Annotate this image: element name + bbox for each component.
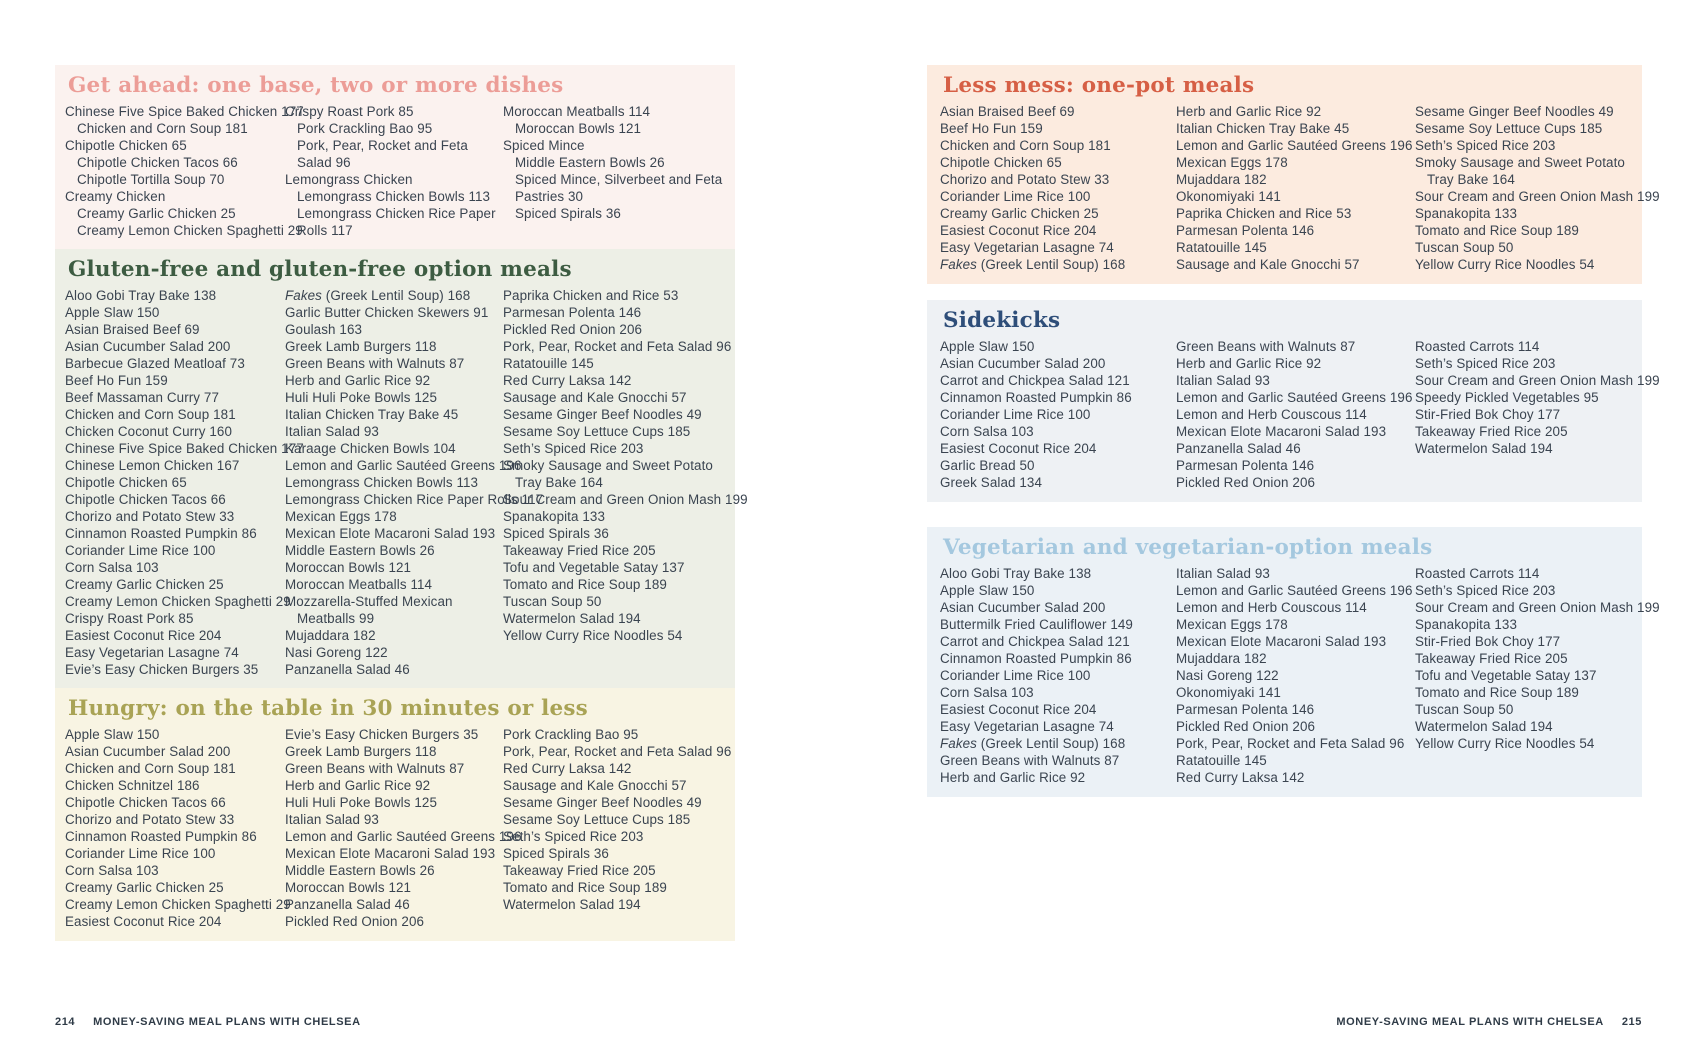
recipe-entry: Sour Cream and Green Onion Mash 199 [503,492,748,507]
recipe-entry: Pork Crackling Bao 95 [297,121,433,136]
recipe-entry: Corn Salsa 103 [65,863,159,878]
recipe-entry: Mexican Eggs 178 [285,509,397,524]
recipe-column [940,338,1176,491]
recipe-entry: Herb and Garlic Rice 92 [285,373,431,388]
recipe-entry: Green Beans with Walnuts 87 [285,356,465,371]
recipe-entry: Pork, Pear, Rocket and Feta Salad 96 [503,339,732,354]
recipe-entry: Mujaddara 182 [285,628,376,643]
page-number: 214 [55,1016,76,1028]
recipe-entry: Garlic Bread 50 [940,458,1035,473]
recipe-entry: Middle Eastern Bowls 26 [285,863,435,878]
recipe-entry: Tuscan Soup 50 [1415,240,1514,255]
recipe-entry: Lemon and Garlic Sautéed Greens 196 [1176,390,1413,405]
recipe-entry: Pickled Red Onion 206 [1176,719,1316,734]
recipe-entry: Cinnamon Roasted Pumpkin 86 [940,651,1132,666]
recipe-entry: Sausage and Kale Gnocchi 57 [503,778,687,793]
footer-right [1336,1016,1642,1028]
recipe-column [940,103,1176,273]
recipe-entry: Asian Cucumber Salad 200 [940,356,1106,371]
recipe-entry: Pork, Pear, Rocket and Feta Salad 96 [1176,736,1405,751]
recipe-entry: Italian Salad 93 [285,424,379,439]
recipe-column [65,726,291,930]
recipe-entry: Takeaway Fried Rice 205 [503,863,656,878]
recipe-entry: Parmesan Polenta 146 [503,305,642,320]
recipe-entry: Yellow Curry Rice Noodles 54 [1415,736,1595,751]
recipe-entry: Cinnamon Roasted Pumpkin 86 [65,526,257,541]
recipe-entry: Roasted Carrots 114 [1415,566,1540,581]
recipe-entry: Aloo Gobi Tray Bake 138 [65,288,217,303]
recipe-entry: Okonomiyaki 141 [1176,189,1281,204]
recipe-column [503,726,731,930]
recipe-entry: Mexican Elote Macaroni Salad 193 [1176,634,1387,649]
recipe-entry: Tray Bake 164 [1427,172,1515,187]
recipe-entry: Sesame Ginger Beef Noodles 49 [503,407,702,422]
recipe-entry: Chorizo and Potato Stew 33 [65,812,235,827]
recipe-entry: Mozzarella-Stuffed Mexican [285,594,453,609]
recipe-entry: Sausage and Kale Gnocchi 57 [503,390,687,405]
recipe-entry: Spiced Spirals 36 [515,206,621,221]
recipe-column [940,565,1176,786]
recipe-entry: Tray Bake 164 [515,475,603,490]
section-get-ahead [55,65,735,250]
recipe-entry: Asian Cucumber Salad 200 [940,600,1106,615]
recipe-entry: Easiest Coconut Rice 204 [940,223,1097,238]
recipe-entry: Seth’s Spiced Rice 203 [503,829,644,844]
recipe-entry: Creamy Lemon Chicken Spaghetti 29 [77,223,303,238]
recipe-entry: Easiest Coconut Rice 204 [65,914,222,929]
recipe-entry: Apple Slaw 150 [940,583,1035,598]
recipe-entry: Huli Huli Poke Bowls 125 [285,795,437,810]
recipe-columns [940,103,1660,273]
recipe-entry: Crispy Roast Pork 85 [285,104,414,119]
recipe-entry: Chipotle Chicken 65 [65,475,187,490]
recipe-entry: Takeaway Fried Rice 205 [1415,424,1568,439]
recipe-column [1415,565,1660,786]
footer-left [55,1016,361,1028]
recipe-entry: Easy Vegetarian Lasagne 74 [940,240,1114,255]
recipe-entry: Mujaddara 182 [1176,651,1267,666]
recipe-entry: Mexican Elote Macaroni Salad 193 [285,846,496,861]
recipe-column [285,726,522,930]
book-title-footer: MONEY-SAVING MEAL PLANS WITH CHELSEA [1336,1016,1604,1028]
section-sidekicks [927,300,1660,502]
recipe-entry: Chinese Lemon Chicken 167 [65,458,240,473]
recipe-column [285,103,503,239]
recipe-entry: Moroccan Bowls 121 [285,880,412,895]
recipe-entry: Corn Salsa 103 [65,560,159,575]
recipe-entry: Yellow Curry Rice Noodles 54 [1415,257,1595,272]
recipe-entry: Panzanella Salad 46 [285,662,410,677]
recipe-entry: Pickled Red Onion 206 [503,322,643,337]
recipe-entry: Mexican Elote Macaroni Salad 193 [285,526,496,541]
recipe-entry: Pickled Red Onion 206 [1176,475,1316,490]
recipe-entry: Easiest Coconut Rice 204 [940,441,1097,456]
recipe-entry: Pastries 30 [515,189,584,204]
recipe-entry: Karaage Chicken Bowls 104 [285,441,456,456]
recipe-entry: Chipotle Chicken Tacos 66 [77,155,238,170]
recipe-entry: Spiced Mince [503,138,585,153]
recipe-entry: Carrot and Chickpea Salad 121 [940,373,1130,388]
recipe-entry: Asian Braised Beef 69 [65,322,200,337]
recipe-entry: Easy Vegetarian Lasagne 74 [940,719,1114,734]
recipe-entry: Green Beans with Walnuts 87 [1176,339,1356,354]
recipe-columns [65,726,732,930]
recipe-entry: Chicken and Corn Soup 181 [65,761,236,776]
recipe-entry: Watermelon Salad 194 [1415,719,1553,734]
recipe-entry: Asian Cucumber Salad 200 [65,744,231,759]
recipe-entry: Lemongrass Chicken Rice Paper Rolls 117 [285,492,544,507]
recipe-entry: Lemon and Garlic Sautéed Greens 196 [285,829,522,844]
recipe-entry: Apple Slaw 150 [65,305,160,320]
recipe-entry: Roasted Carrots 114 [1415,339,1540,354]
recipe-entry: Creamy Garlic Chicken 25 [940,206,1099,221]
recipe-entry: Spanakopita 133 [503,509,606,524]
recipe-entry: Spiced Mince, Silverbeet and Feta [515,172,723,187]
recipe-entry: Chipotle Tortilla Soup 70 [77,172,225,187]
recipe-entry: Chinese Five Spice Baked Chicken 177 [65,104,304,119]
recipe-entry: Tofu and Vegetable Satay 137 [1415,668,1597,683]
recipe-entry: Seth’s Spiced Rice 203 [1415,138,1556,153]
recipe-entry: Middle Eastern Bowls 26 [285,543,435,558]
recipe-entry: Tuscan Soup 50 [1415,702,1514,717]
recipe-entry: Easy Vegetarian Lasagne 74 [65,645,239,660]
recipe-column [1176,338,1415,491]
recipe-entry: Tofu and Vegetable Satay 137 [503,560,685,575]
book-title-footer: MONEY-SAVING MEAL PLANS WITH CHELSEA [93,1016,361,1028]
section-title: Sidekicks [943,308,1061,333]
recipe-entry: Seth’s Spiced Rice 203 [503,441,644,456]
recipe-entry: Creamy Garlic Chicken 25 [77,206,236,221]
recipe-entry: Creamy Chicken [65,189,166,204]
recipe-entry: Chicken and Corn Soup 181 [65,407,236,422]
recipe-entry: Coriander Lime Rice 100 [65,846,216,861]
recipe-entry: Creamy Lemon Chicken Spaghetti 29 [65,594,291,609]
recipe-entry: Chorizo and Potato Stew 33 [940,172,1110,187]
recipe-entry: Evie’s Easy Chicken Burgers 35 [285,727,479,742]
recipe-entry: Coriander Lime Rice 100 [940,407,1091,422]
recipe-entry: Sesame Ginger Beef Noodles 49 [503,795,702,810]
recipe-entry: Beef Massaman Curry 77 [65,390,220,405]
recipe-entry: Lemongrass Chicken Bowls 113 [285,475,479,490]
recipe-entry: Panzanella Salad 46 [1176,441,1301,456]
recipe-entry: Coriander Lime Rice 100 [65,543,216,558]
recipe-entry: Corn Salsa 103 [940,424,1034,439]
recipe-entry: Sesame Ginger Beef Noodles 49 [1415,104,1614,119]
recipe-entry: Red Curry Laksa 142 [503,373,632,388]
recipe-entry: Green Beans with Walnuts 87 [940,753,1120,768]
recipe-entry: Ratatouille 145 [503,356,594,371]
recipe-entry: Chipotle Chicken Tacos 66 [65,795,226,810]
recipe-entry: Spanakopita 133 [1415,617,1518,632]
recipe-entry: Beef Ho Fun 159 [940,121,1043,136]
recipe-entry: Spiced Spirals 36 [503,846,609,861]
recipe-entry: Stir-Fried Bok Choy 177 [1415,634,1561,649]
recipe-entry: Lemon and Garlic Sautéed Greens 196 [1176,583,1413,598]
recipe-entry: Tomato and Rice Soup 189 [1415,685,1579,700]
recipe-entry: Fakes (Greek Lentil Soup) 168 [940,736,1126,751]
recipe-entry: Nasi Goreng 122 [1176,668,1279,683]
section-title: Get ahead: one base, two or more dishes [68,73,564,98]
recipe-entry: Herb and Garlic Rice 92 [940,770,1086,785]
recipe-column [1176,103,1415,273]
recipe-column [1415,338,1660,491]
recipe-entry: Sour Cream and Green Onion Mash 199 [1415,373,1660,388]
recipe-entry: Watermelon Salad 194 [1415,441,1553,456]
recipe-entry: Cinnamon Roasted Pumpkin 86 [65,829,257,844]
section-title: Gluten-free and gluten-free option meals [68,257,572,282]
recipe-entry: Tomato and Rice Soup 189 [503,577,667,592]
recipe-entry: Chorizo and Potato Stew 33 [65,509,235,524]
recipe-entry: Lemongrass Chicken [285,172,413,187]
recipe-entry: Pork, Pear, Rocket and Feta [297,138,468,153]
recipe-entry: Red Curry Laksa 142 [1176,770,1305,785]
recipe-entry: Green Beans with Walnuts 87 [285,761,465,776]
recipe-entry: Apple Slaw 150 [940,339,1035,354]
recipe-entry: Smoky Sausage and Sweet Potato [503,458,713,473]
recipe-entry: Lemongrass Chicken Bowls 113 [297,189,491,204]
recipe-columns [940,338,1660,491]
recipe-entry: Chipotle Chicken 65 [65,138,187,153]
recipe-entry: Paprika Chicken and Rice 53 [1176,206,1352,221]
recipe-entry: Lemon and Garlic Sautéed Greens 196 [285,458,522,473]
recipe-entry: Apple Slaw 150 [65,727,160,742]
recipe-entry: Mujaddara 182 [1176,172,1267,187]
recipe-entry: Parmesan Polenta 146 [1176,458,1315,473]
recipe-entry: Coriander Lime Rice 100 [940,668,1091,683]
recipe-entry: Moroccan Bowls 121 [285,560,412,575]
recipe-entry: Creamy Lemon Chicken Spaghetti 29 [65,897,291,912]
recipe-entry: Italian Salad 93 [285,812,379,827]
recipe-entry: Evie’s Easy Chicken Burgers 35 [65,662,259,677]
section-title: Less mess: one-pot meals [943,73,1255,98]
recipe-column [65,103,304,239]
recipe-entry: Pork Crackling Bao 95 [503,727,639,742]
recipe-entry: Lemongrass Chicken Rice Paper [297,206,496,221]
recipe-entry: Mexican Elote Macaroni Salad 193 [1176,424,1387,439]
recipe-entry: Sesame Soy Lettuce Cups 185 [503,424,691,439]
recipe-entry: Pickled Red Onion 206 [285,914,425,929]
recipe-entry: Parmesan Polenta 146 [1176,702,1315,717]
section-hungry [55,688,735,941]
recipe-entry: Speedy Pickled Vegetables 95 [1415,390,1599,405]
recipe-entry: Asian Braised Beef 69 [940,104,1075,119]
recipe-entry: Goulash 163 [285,322,363,337]
recipe-entry: Seth’s Spiced Rice 203 [1415,356,1556,371]
recipe-entry: Italian Salad 93 [1176,373,1270,388]
recipe-entry: Seth’s Spiced Rice 203 [1415,583,1556,598]
recipe-entry: Parmesan Polenta 146 [1176,223,1315,238]
recipe-entry: Moroccan Meatballs 114 [503,104,651,119]
recipe-column [503,103,722,239]
recipe-entry: Panzanella Salad 46 [285,897,410,912]
recipe-entry: Aloo Gobi Tray Bake 138 [940,566,1092,581]
recipe-entry: Greek Lamb Burgers 118 [285,744,437,759]
recipe-entry: Pork, Pear, Rocket and Feta Salad 96 [503,744,732,759]
recipe-entry: Buttermilk Fried Cauliflower 149 [940,617,1133,632]
recipe-entry: Chicken Schnitzel 186 [65,778,200,793]
recipe-entry: Nasi Goreng 122 [285,645,388,660]
recipe-entry: Greek Lamb Burgers 118 [285,339,437,354]
recipe-entry: Stir-Fried Bok Choy 177 [1415,407,1561,422]
recipe-entry: Mexican Eggs 178 [1176,155,1288,170]
recipe-entry: Fakes (Greek Lentil Soup) 168 [285,288,471,303]
recipe-entry: Easiest Coconut Rice 204 [65,628,222,643]
recipe-entry: Herb and Garlic Rice 92 [1176,356,1322,371]
section-vegetarian [927,527,1660,797]
recipe-entry: Lemon and Herb Couscous 114 [1176,407,1367,422]
recipe-entry: Red Curry Laksa 142 [503,761,632,776]
recipe-entry: Watermelon Salad 194 [503,897,641,912]
recipe-entry: Chipotle Chicken 65 [940,155,1062,170]
recipe-entry: Tomato and Rice Soup 189 [503,880,667,895]
recipe-column [65,287,304,678]
recipe-entry: Chicken and Corn Soup 181 [77,121,248,136]
recipe-entry: Sesame Soy Lettuce Cups 185 [1415,121,1603,136]
recipe-columns [65,287,748,678]
recipe-entry: Middle Eastern Bowls 26 [515,155,665,170]
recipe-entry: Herb and Garlic Rice 92 [285,778,431,793]
recipe-entry: Chipotle Chicken Tacos 66 [65,492,226,507]
recipe-entry: Fakes (Greek Lentil Soup) 168 [940,257,1126,272]
recipe-entry: Huli Huli Poke Bowls 125 [285,390,437,405]
recipe-entry: Chicken Coconut Curry 160 [65,424,232,439]
page-number: 215 [1621,1016,1642,1028]
recipe-entry: Corn Salsa 103 [940,685,1034,700]
recipe-column [1415,103,1660,273]
recipe-entry: Easiest Coconut Rice 204 [940,702,1097,717]
recipe-entry: Cinnamon Roasted Pumpkin 86 [940,390,1132,405]
recipe-entry: Creamy Garlic Chicken 25 [65,577,224,592]
recipe-entry: Garlic Butter Chicken Skewers 91 [285,305,489,320]
recipe-entry: Sausage and Kale Gnocchi 57 [1176,257,1360,272]
recipe-column [503,287,748,678]
recipe-entry: Sour Cream and Green Onion Mash 199 [1415,189,1660,204]
recipe-entry: Meatballs 99 [297,611,375,626]
recipe-entry: Yellow Curry Rice Noodles 54 [503,628,683,643]
recipe-entry: Lemon and Garlic Sautéed Greens 196 [1176,138,1413,153]
recipe-entry: Italian Chicken Tray Bake 45 [1176,121,1350,136]
recipe-entry: Sesame Soy Lettuce Cups 185 [503,812,691,827]
recipe-columns [65,103,721,239]
recipe-entry: Salad 96 [297,155,351,170]
section-gluten-free [55,249,748,689]
recipe-entry: Ratatouille 145 [1176,753,1267,768]
recipe-column [1176,565,1415,786]
recipe-entry: Okonomiyaki 141 [1176,685,1281,700]
recipe-entry: Creamy Garlic Chicken 25 [65,880,224,895]
section-title: Hungry: on the table in 30 minutes or less [68,696,588,721]
recipe-entry: Takeaway Fried Rice 205 [1415,651,1568,666]
recipe-entry: Italian Salad 93 [1176,566,1270,581]
recipe-entry: Coriander Lime Rice 100 [940,189,1091,204]
recipe-entry: Spanakopita 133 [1415,206,1518,221]
recipe-entry: Greek Salad 134 [940,475,1042,490]
recipe-entry: Crispy Roast Pork 85 [65,611,194,626]
recipe-entry: Ratatouille 145 [1176,240,1267,255]
recipe-entry: Tuscan Soup 50 [503,594,602,609]
recipe-entry: Italian Chicken Tray Bake 45 [285,407,459,422]
recipe-entry: Tomato and Rice Soup 189 [1415,223,1579,238]
recipe-entry: Chinese Five Spice Baked Chicken 177 [65,441,304,456]
section-title: Vegetarian and vegetarian-option meals [943,535,1433,560]
recipe-entry: Watermelon Salad 194 [503,611,641,626]
recipe-columns [940,565,1660,786]
recipe-entry: Takeaway Fried Rice 205 [503,543,656,558]
recipe-entry: Moroccan Meatballs 114 [285,577,433,592]
recipe-entry: Barbecue Glazed Meatloaf 73 [65,356,245,371]
recipe-entry: Rolls 117 [297,223,353,238]
recipe-entry: Moroccan Bowls 121 [515,121,642,136]
recipe-entry: Mexican Eggs 178 [1176,617,1288,632]
recipe-entry: Carrot and Chickpea Salad 121 [940,634,1130,649]
recipe-entry: Smoky Sausage and Sweet Potato [1415,155,1625,170]
recipe-entry: Herb and Garlic Rice 92 [1176,104,1322,119]
recipe-column [285,287,544,678]
recipe-entry: Chicken and Corn Soup 181 [940,138,1111,153]
recipe-entry: Asian Cucumber Salad 200 [65,339,231,354]
recipe-entry: Paprika Chicken and Rice 53 [503,288,679,303]
recipe-entry: Lemon and Herb Couscous 114 [1176,600,1367,615]
recipe-entry: Spiced Spirals 36 [503,526,609,541]
recipe-entry: Sour Cream and Green Onion Mash 199 [1415,600,1660,615]
section-less-mess [927,65,1660,284]
recipe-entry: Beef Ho Fun 159 [65,373,168,388]
